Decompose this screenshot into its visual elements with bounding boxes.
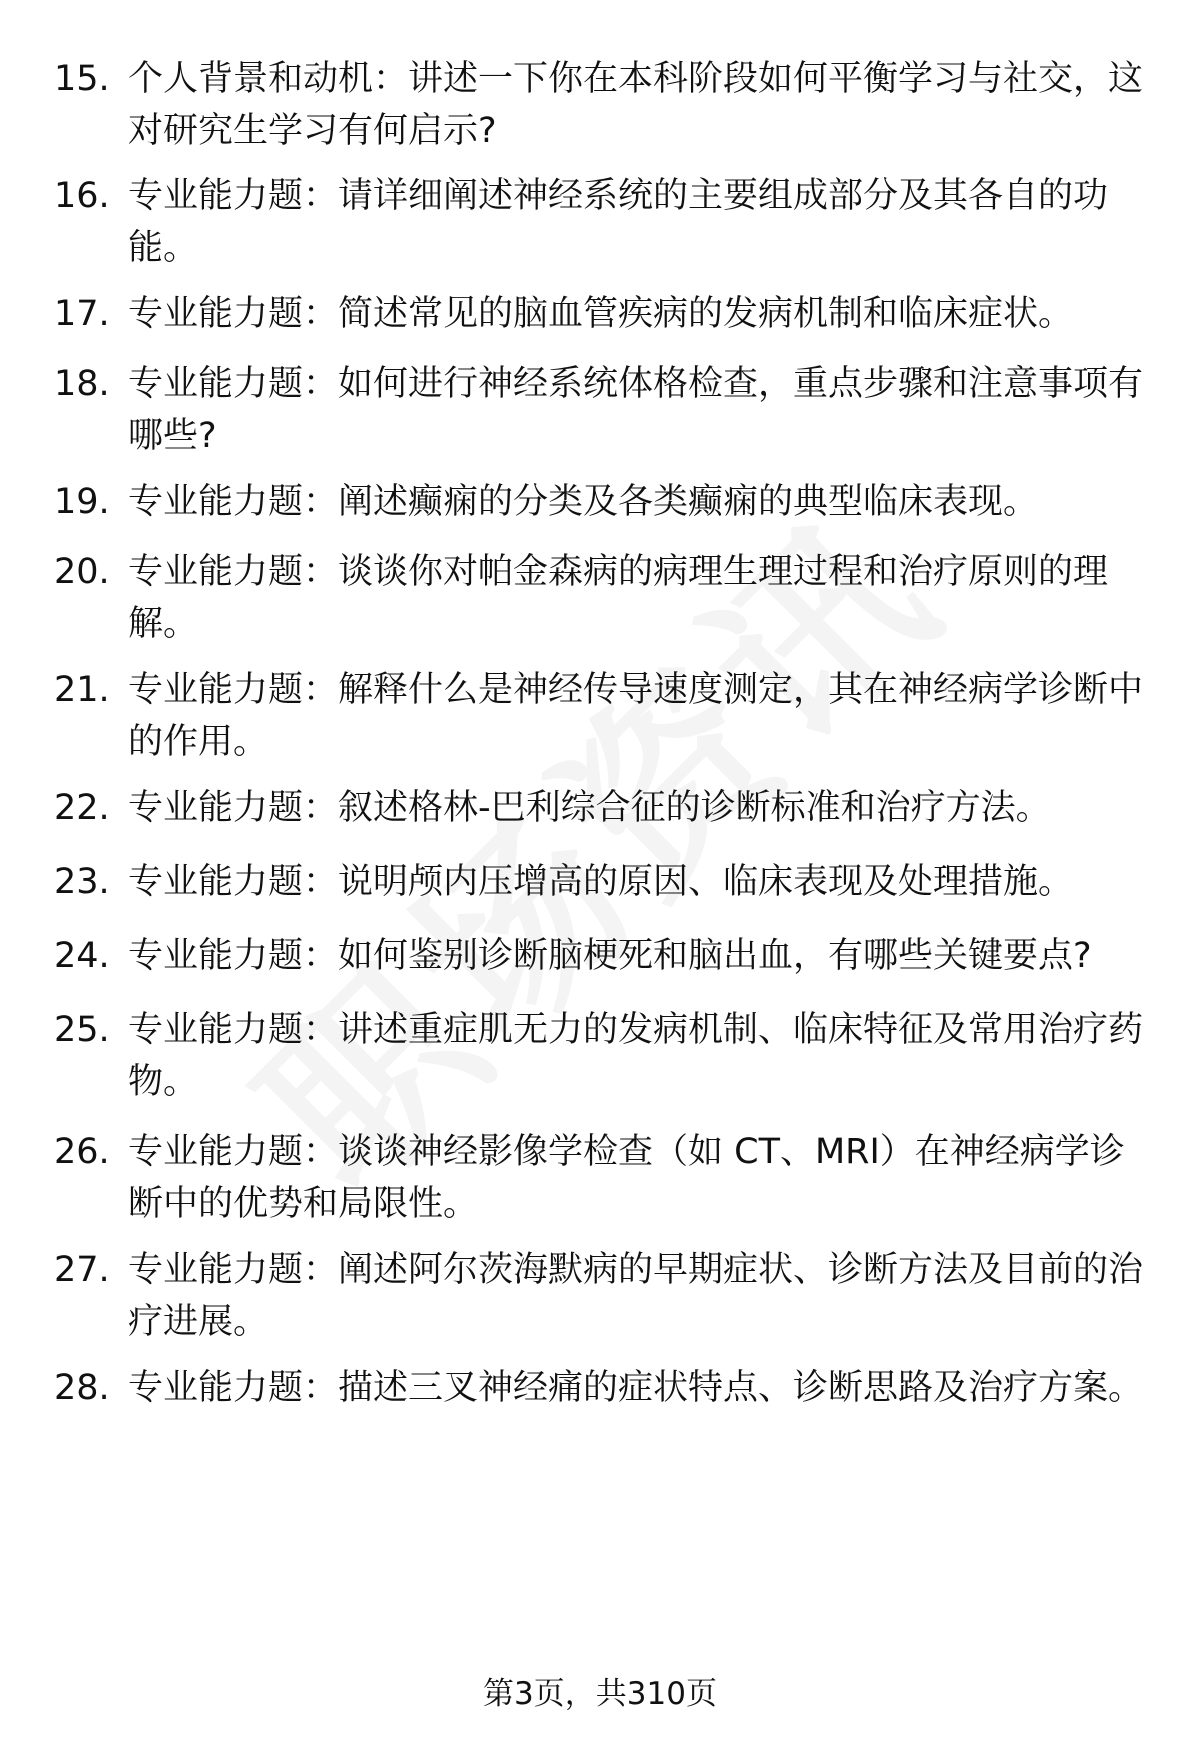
question-text: 专业能力题：描述三叉神经痛的症状特点、诊断思路及治疗方案。 [128, 1368, 1144, 1408]
question-number: 26. [54, 1132, 110, 1172]
question-text: 专业能力题：阐述癫痫的分类及各类癫痫的典型临床表现。 [128, 482, 1039, 522]
question-number: 24. [54, 936, 110, 976]
question-number: 19. [54, 482, 110, 522]
question-text: 专业能力题：谈谈你对帕金森病的病理生理过程和治疗原则的理解。 [128, 552, 1109, 644]
question-text: 专业能力题：阐述阿尔茨海默病的早期症状、诊断方法及目前的治疗进展。 [128, 1250, 1144, 1342]
question-text: 专业能力题：请详细阐述神经系统的主要组成部分及其各自的功能。 [128, 176, 1109, 268]
question-number: 17. [54, 294, 110, 334]
question-text: 专业能力题：简述常见的脑血管疾病的发病机制和临床症状。 [128, 294, 1074, 334]
question-text: 个人背景和动机：讲述一下你在本科阶段如何平衡学习与社交，这对研究生学习有何启示? [128, 59, 1144, 151]
question-number: 15. [54, 59, 110, 99]
question-text: 专业能力题：说明颅内压增高的原因、临床表现及处理措施。 [128, 862, 1074, 902]
question-number: 28. [54, 1368, 110, 1408]
question-number: 23. [54, 862, 110, 902]
question-number: 22. [54, 788, 110, 828]
question-number: 25. [54, 1010, 110, 1050]
question-text: 专业能力题：叙述格林-巴利综合征的诊断标准和治疗方法。 [128, 788, 1051, 828]
question-number: 18. [54, 364, 110, 404]
question-number: 27. [54, 1250, 110, 1290]
question-text: 专业能力题：谈谈神经影像学检查（如 CT、MRI）在神经病学诊断中的优势和局限性。 [128, 1132, 1125, 1224]
question-text: 专业能力题：讲述重症肌无力的发病机制、临床特征及常用治疗药物。 [128, 1010, 1144, 1102]
question-number: 16. [54, 176, 110, 216]
question-number: 21. [54, 670, 110, 710]
question-text: 专业能力题：如何进行神经系统体格检查，重点步骤和注意事项有哪些? [128, 364, 1144, 456]
page-number: 第3页，共310页 [483, 1676, 717, 1712]
question-text: 专业能力题：如何鉴别诊断脑梗死和脑出血，有哪些关键要点? [128, 936, 1092, 976]
question-text: 专业能力题：解释什么是神经传导速度测定，其在神经病学诊断中的作用。 [128, 670, 1144, 762]
question-number: 20. [54, 552, 110, 592]
